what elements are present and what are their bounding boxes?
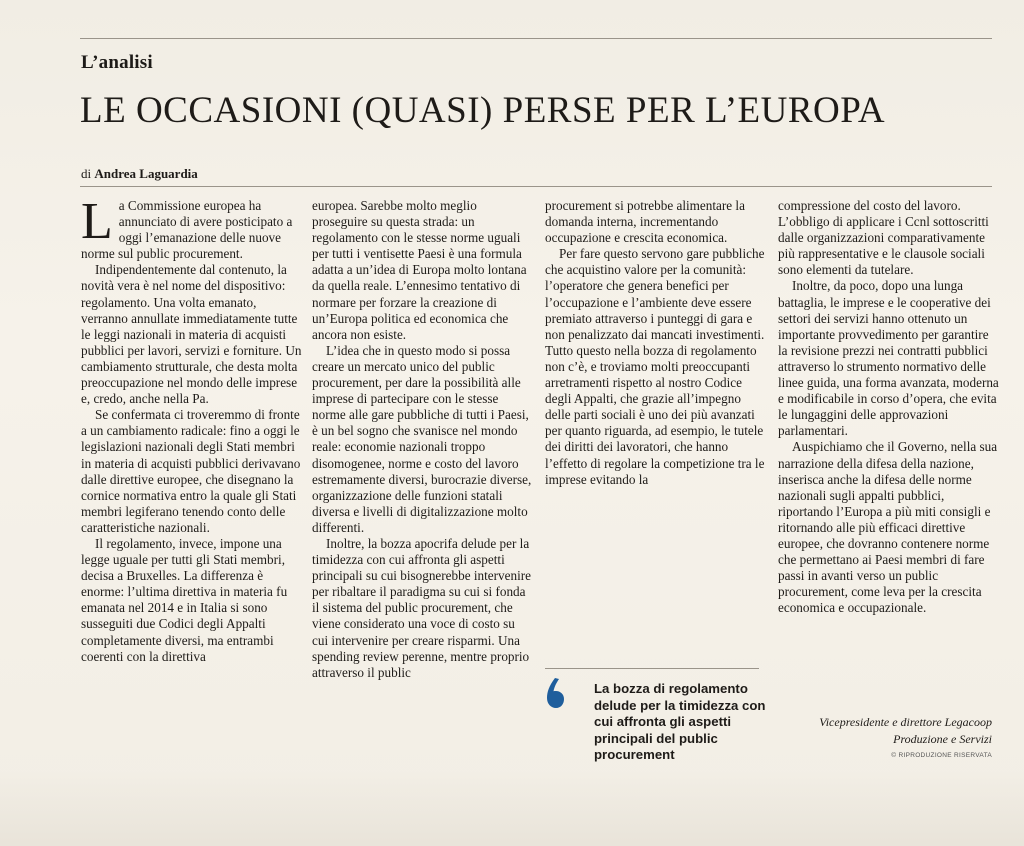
article-column-2 xyxy=(312,198,534,681)
article-paragraph xyxy=(545,246,767,487)
article-paragraph xyxy=(778,439,1000,616)
article-paragraph xyxy=(81,262,303,407)
article-paragraph xyxy=(81,193,303,262)
article-headline: LE OCCASIONI (QUASI) PERSE PER L’EUROPA xyxy=(80,90,886,131)
article-paragraph xyxy=(81,536,303,665)
paragraph-text: Il regolamento, invece, impone una legge uguale per tutti gli Stati membri, decisa a Bruxelles. La differenza è enorme: l’ultima direttiva in materia fu emanata nel 2014 e in Italia si sono susseguiti due Codici degli Appalti completamente diversi, ma entrambi coerenti con la direttiva xyxy=(81,535,288,664)
paragraph-text: L’idea che in questo modo si possa creare un mercato unico del public procurement, per dare la possibilità alle imprese di partecipare con le stesse norme alle gare pubbliche di tutti i Paesi, è un bel sogno che svanisce nel mondo reale: economie nazionali troppo disomogenee, norme e costo del lavoro estremamente diversi, burocrazie diverse, organizzazione delle funzioni statali diversa e livelli di digitalizzazione molto differenti. xyxy=(312,342,532,535)
paragraph-text: procurement si potrebbe alimentare la domanda interna, incrementando occupazione e crescita economica. xyxy=(545,198,745,246)
paragraph-text: Per fare questo servono gare pubbliche che acquistino valore per la comunità: l’operatore che genera benefici per l’occupazione e l’ambiente deve essere premiato attraverso i punteggi di gara e non penalizzato dai mancati investimenti. Tutto questo nella bozza di regolamento non c’è, e troviamo molti preoccupanti arretramenti rispetto al nostro Codice degli Appalti, che grazie all’impegno delle parti sociali è uno dei più avanzati per quanto riguarda, ad esempio, le tutele dei diritti dei lavoratori, che hanno l’effetto di regolare la competizione tra le imprese evitando la xyxy=(545,246,765,487)
article-paragraph xyxy=(778,278,1000,439)
article-paragraph xyxy=(545,198,767,246)
article-column-4 xyxy=(778,198,1000,616)
article-paragraph xyxy=(312,536,534,681)
pullquote-rule xyxy=(545,668,759,669)
paragraph-text: compressione del costo del lavoro. L’obbligo di applicare i Ccnl sottoscritti dalle organizzazioni comparativamente più rappresentative e le clausole sociali sono elementi da tutelare. xyxy=(778,198,989,278)
section-kicker: L’analisi xyxy=(81,52,153,73)
paragraph-text: a Commissione europea ha annunciato di avere posticipato a oggi l’emanazione delle nuove norme sul public procurement. xyxy=(81,198,293,262)
copyright-notice: © RIPRODUZIONE RISERVATA xyxy=(891,752,992,759)
byline-rule xyxy=(80,186,992,187)
quote-mark-icon xyxy=(545,676,565,710)
paragraph-text: Inoltre, da poco, dopo una lunga battaglia, le imprese e le cooperative dei settori dei servizi hanno ottenuto un importante provvedimento per garantire la revisione prezzi nei contratti pubblici attraverso lo strumento normativo delle linee guida, una forma avanzata, moderna e modificabile in corso d’opera, che evita le lungaggini delle approvazioni parlamentari. xyxy=(778,278,999,439)
article-paragraph xyxy=(81,407,303,536)
drop-cap: L xyxy=(81,193,113,250)
top-rule xyxy=(80,38,992,39)
byline-author: Andrea Laguardia xyxy=(94,166,198,181)
paragraph-text: Se confermata ci troveremmo di fronte a un cambiamento radicale: fino a oggi le legislazioni nazionali degli Stati membri in materia di acquisti pubblici derivavano dalle direttive europee, che disegnano la cornice normativa entro la quale gli Stati membri legiferano tenendo conto delle caratteristiche nazionali. xyxy=(81,407,301,535)
paragraph-text: europea. Sarebbe molto meglio proseguire su questa strada: un regolamento con le stesse norme uguali per tutti i ventisette Paesi è una formula adatta a un’idea di Europa molto lontana da quella reale. L’ennesimo tentativo di normare per forzare la creazione di un’Europa politica ed economica che ancora non esiste. xyxy=(312,198,527,342)
article-column-1 xyxy=(81,193,303,665)
article-paragraph xyxy=(312,198,534,343)
paragraph-text: Inoltre, la bozza apocrifa delude per la timidezza con cui affronta gli aspetti principali su cui bisognerebbe intervenire per ribaltare il paradigma su cui si fonda il sistema del public procurement, che viene considerato una voce di costo su cui intervenire per creare risparmi. Una spending review perenne, mentre proprio attraverso il public xyxy=(312,535,531,680)
author-signature xyxy=(778,714,992,748)
article-paragraph xyxy=(312,343,534,536)
page-bottom-shade xyxy=(0,770,1024,846)
byline xyxy=(81,166,198,182)
pullquote: La bozza di regolamento delude per la timidezza con cui affronta gli aspetti principali del public procurement xyxy=(594,681,766,762)
article-column-3 xyxy=(545,198,767,488)
article-paragraph xyxy=(778,198,1000,278)
signature-line: Produzione e Servizi xyxy=(893,732,992,746)
paragraph-text: Indipendentemente dal contenuto, la novità vera è nel nome del dispositivo: regolamento. Una volta emanato, verranno annullate immediatamente tutte le leggi nazionali in materia di acquisti pubblici per lavori, servizi e forniture. Un cambiamento strutturale, che desta molta preoccupazione nel mondo delle imprese e, credo, anche nella Pa. xyxy=(81,262,302,407)
signature-line: Vicepresidente e direttore Legacoop xyxy=(819,715,992,729)
paragraph-text: Auspichiamo che il Governo, nella sua narrazione della difesa della nazione, inserisca anche la difesa delle norme nazionali sugli appalti pubblici, riportando l’Europa a più miti consigli e ritornando alle più efficaci direttive europee, che dovranno contenere norme che permettano ai Paesi membri di fare passi in avanti verso un public procurement, come leva per la crescita economica e occupazionale. xyxy=(778,439,998,616)
byline-prefix: di xyxy=(81,166,92,181)
